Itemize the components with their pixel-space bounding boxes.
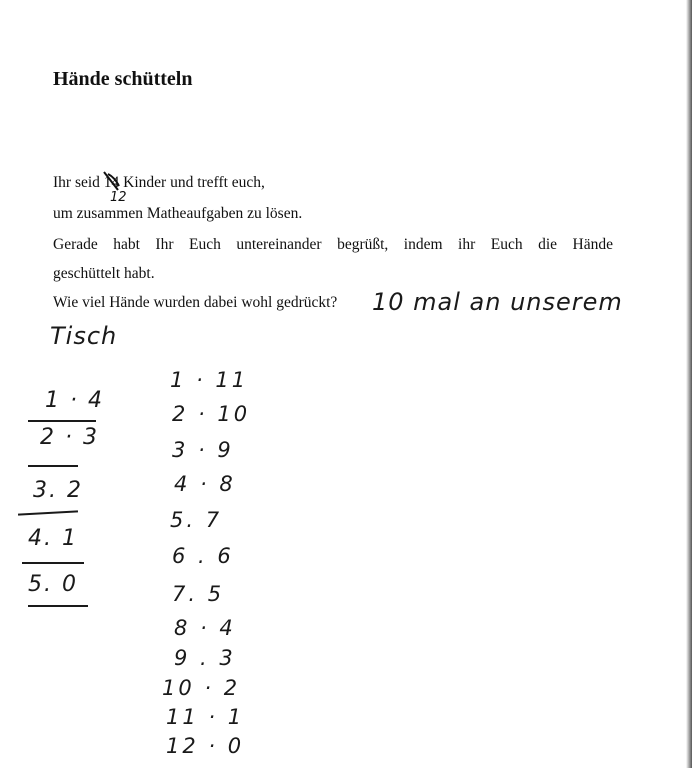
page-edge xyxy=(686,0,692,768)
left-underline-3 xyxy=(18,510,78,515)
struck-number: 14 xyxy=(104,174,120,192)
right-calc-6: 6 . 6 xyxy=(172,544,234,568)
right-calc-9: 9 . 3 xyxy=(174,646,236,670)
handwritten-correction: 12 xyxy=(110,190,127,205)
right-calc-2: 2 · 10 xyxy=(172,402,251,426)
left-calc-2: 2 · 3 xyxy=(40,425,99,450)
left-underline-1 xyxy=(28,420,96,422)
task-line-1 xyxy=(53,174,265,192)
right-calc-10: 10 · 2 xyxy=(162,676,241,700)
left-calc-4: 4. 1 xyxy=(28,526,78,551)
left-underline-2 xyxy=(28,465,78,467)
right-calc-8: 8 · 4 xyxy=(174,616,236,640)
right-calc-12: 12 · 0 xyxy=(166,734,245,758)
right-calc-1: 1 · 11 xyxy=(170,368,249,392)
right-calc-11: 11 · 1 xyxy=(166,705,245,729)
left-underline-5 xyxy=(28,605,88,607)
right-calc-7: 7. 5 xyxy=(172,582,225,606)
right-calc-3: 3 · 9 xyxy=(172,438,234,462)
right-calc-4: 4 · 8 xyxy=(174,472,236,496)
task-line-2: um zusammen Matheaufgaben zu lösen. xyxy=(53,205,303,222)
task-line-5: Wie viel Hände wurden dabei wohl gedrückt? xyxy=(53,294,338,311)
left-underline-4 xyxy=(22,562,84,564)
task-line-1-start: Ihr seid xyxy=(53,174,104,191)
left-calc-1: 1 · 4 xyxy=(45,388,104,413)
task-line-1-end: Kinder und trefft euch, xyxy=(119,174,265,191)
task-line-4: geschüttelt habt. xyxy=(53,265,155,282)
task-line-3: Gerade habt Ihr Euch untereinander begrüßt, indem ihr Euch die Hände xyxy=(53,236,613,253)
right-calc-5: 5. 7 xyxy=(170,508,223,532)
handwritten-answer-line-1: 10 mal an unserem xyxy=(372,288,623,316)
left-calc-5: 5. 0 xyxy=(28,572,78,597)
worksheet-title: Hände schütteln xyxy=(53,68,193,90)
left-calc-3: 3. 2 xyxy=(33,478,83,503)
handwritten-answer-line-2: Tisch xyxy=(50,322,118,350)
